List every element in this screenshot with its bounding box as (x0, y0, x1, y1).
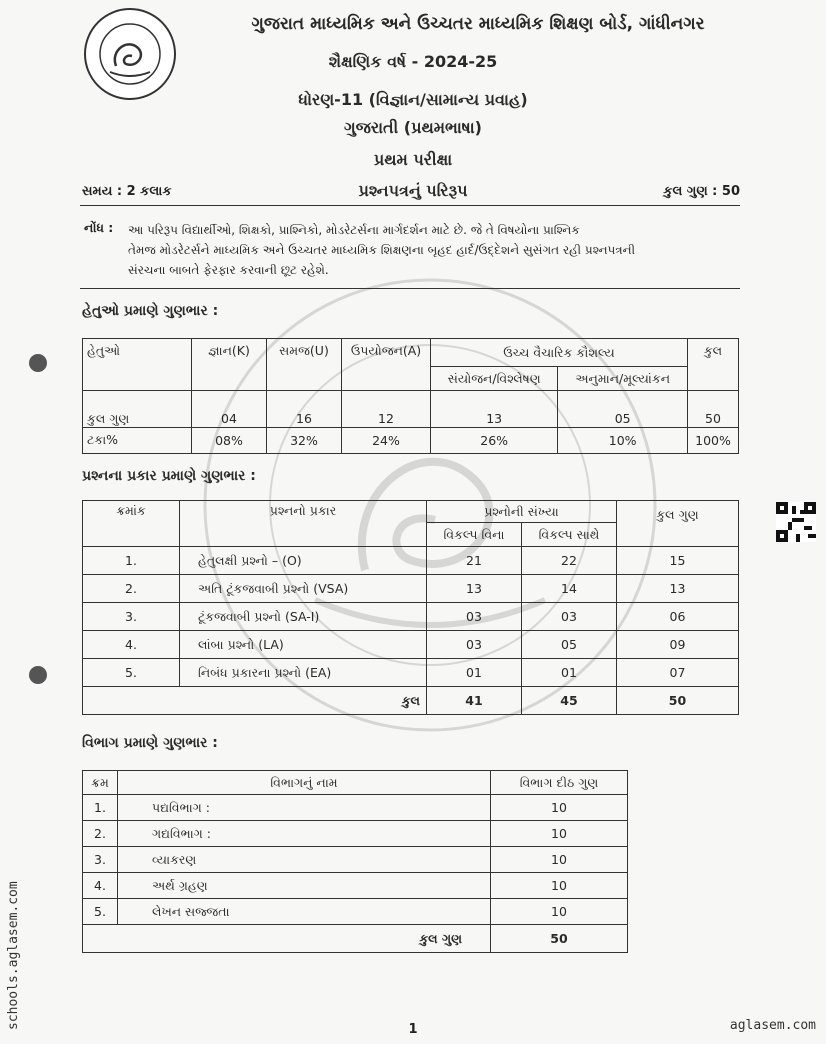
academic-year: શૈક્ષણિક વર્ષ - 2024-25 (328, 52, 498, 71)
cell: નિબંધ પ્રકારના પ્રશ્નો (EA) (180, 659, 427, 687)
qr-code (776, 502, 816, 542)
note-line-2: તેમજ મોડરેટર્સને માધ્યમિક અને ઉચ્ચતર માધ્યમિક શિક્ષણના બૃહદ હાર્દ/ઉદ્દેશને સુસંગત રહી પ્રશ્નપત્રની (128, 243, 636, 257)
cell: 26% (431, 427, 558, 453)
cell: 10 (491, 821, 628, 847)
question-types-table (82, 500, 739, 715)
cell: 04 (192, 411, 267, 428)
cell: 10 (491, 873, 628, 899)
cell: 4. (83, 873, 118, 899)
cell: 45 (522, 687, 617, 715)
col-total-marks: કુલ ગુણ (617, 501, 739, 547)
row-label-marks: કુલ ગુણ (83, 411, 192, 428)
brand-watermark: aglasem.com (729, 1018, 816, 1033)
paper-design-title: પ્રશ્નપત્રનું પરિરૂપ (358, 181, 468, 200)
cell: 24% (342, 427, 431, 453)
objectives-table (82, 338, 739, 454)
note-line-1: આ પરિરૂપ વિદ્યાર્થીઓ, શિક્ષકો, પ્રાશ્નિકો, મોડરેટર્સના માર્ગદર્શન માટે છે. જે તે વિષયોના પ્રાશ્નિક (128, 223, 580, 237)
cell: 1. (83, 795, 118, 821)
col-evaluation: અનુમાન/મૂલ્યાંકન (558, 367, 688, 391)
total-marks-header: કુલ ગુણ : 50 (663, 184, 740, 199)
cell: ટૂંકજવાબી પ્રશ્નો (SA-I) (180, 603, 427, 631)
objectives-heading: હેતુઓ પ્રમાણે ગુણભાર : (82, 303, 219, 319)
punch-hole-bottom (29, 666, 47, 684)
cell: 03 (427, 603, 522, 631)
col-with-option: વિકલ્પ સાથે (522, 523, 617, 547)
cell: અતિ ટૂંકજવાબી પ્રશ્નો (VSA) (180, 575, 427, 603)
table-row (83, 427, 739, 453)
sections-table (82, 770, 628, 953)
cell: 50 (491, 925, 628, 953)
table-row (83, 821, 628, 847)
row-label-percent: ટકા% (83, 427, 192, 453)
cell: 15 (617, 547, 739, 575)
cell: પદ્યવિભાગ : (118, 795, 491, 821)
cell: હેતુલક્ષી પ્રશ્નો – (O) (180, 547, 427, 575)
cell: 05 (522, 631, 617, 659)
sections-heading: વિભાગ પ્રમાણે ગુણભાર : (82, 735, 218, 751)
table-row (83, 659, 739, 687)
col-question-type: પ્રશ્નનો પ્રકાર (180, 501, 427, 547)
col-knowledge: જ્ઞાન(K) (192, 339, 267, 391)
cell: 21 (427, 547, 522, 575)
cell: 03 (522, 603, 617, 631)
total-label: કુલ (83, 687, 427, 715)
cell: 10% (558, 427, 688, 453)
cell: લેખન સજ્જતા (118, 899, 491, 925)
punch-hole-top (29, 354, 47, 372)
col-serial: ક્રમ (83, 771, 118, 795)
col-understanding: સમજ(U) (267, 339, 342, 391)
cell: 08% (192, 427, 267, 453)
header-divider (80, 205, 740, 206)
cell: 41 (427, 687, 522, 715)
col-section-name: વિભાગનું નામ (118, 771, 491, 795)
exam-heading: પ્રથમ પરીક્ષા (373, 150, 453, 169)
cell: 09 (617, 631, 739, 659)
total-row (83, 925, 628, 953)
col-without-option: વિકલ્પ વિના (427, 523, 522, 547)
cell: 14 (522, 575, 617, 603)
note-divider (80, 288, 740, 289)
note-text (128, 220, 740, 280)
cell: 5. (83, 899, 118, 925)
table-row (83, 795, 628, 821)
subject-heading: ગુજરાતી (પ્રથમભાષા) (344, 118, 482, 137)
table-row (83, 547, 739, 575)
side-url: schools.aglasem.com (6, 881, 21, 1030)
cell: 01 (427, 659, 522, 687)
cell: 07 (617, 659, 739, 687)
cell: 3. (83, 847, 118, 873)
cell: વ્યાકરણ (118, 847, 491, 873)
cell: 100% (688, 427, 739, 453)
note-label: નોંધ : (84, 220, 114, 235)
cell: લાંબા પ્રશ્નો (LA) (180, 631, 427, 659)
cell: 3. (83, 603, 180, 631)
col-application: ઉપયોજન(A) (342, 339, 431, 391)
cell: 5. (83, 659, 180, 687)
cell: અર્થ ગ્રહણ (118, 873, 491, 899)
total-label: કુલ ગુણ (83, 925, 491, 953)
note-line-3: સંરચના બાબતે ફેરફાર કરવાની છૂટ રહેશે. (128, 263, 329, 277)
page-number: 1 (408, 1022, 418, 1037)
cell: 03 (427, 631, 522, 659)
col-hots: ઉચ્ચ વૈચારિક કૌશલ્ય (431, 339, 688, 367)
cell: 2. (83, 575, 180, 603)
table-row (83, 873, 628, 899)
table-row (83, 631, 739, 659)
exam-time: સમય : 2 કલાક (82, 184, 172, 199)
table-row (83, 411, 739, 428)
cell: 22 (522, 547, 617, 575)
cell: 01 (522, 659, 617, 687)
cell: 10 (491, 795, 628, 821)
col-question-count: પ્રશ્નોની સંખ્યા (427, 501, 617, 523)
table-row (83, 603, 739, 631)
col-synthesis: સંયોજન/વિશ્લેષણ (431, 367, 558, 391)
total-row (83, 687, 739, 715)
cell: 13 (431, 411, 558, 428)
col-total: કુલ (688, 339, 739, 391)
cell: 2. (83, 821, 118, 847)
cell: 32% (267, 427, 342, 453)
question-types-heading: પ્રશ્નના પ્રકાર પ્રમાણે ગુણભાર : (82, 468, 256, 484)
table-row (83, 575, 739, 603)
standard-heading: ધોરણ-11 (વિજ્ઞાન/સામાન્ય પ્રવાહ) (298, 90, 528, 109)
cell: 16 (267, 411, 342, 428)
cell: 4. (83, 631, 180, 659)
cell: 10 (491, 847, 628, 873)
cell: 05 (558, 411, 688, 428)
table-row (83, 847, 628, 873)
cell: 10 (491, 899, 628, 925)
cell: ગદ્યવિભાગ : (118, 821, 491, 847)
col-section-marks: વિભાગ દીઠ ગુણ (491, 771, 628, 795)
cell: 13 (617, 575, 739, 603)
board-name: ગુજરાત માધ્યમિક અને ઉચ્ચતર માધ્યમિક શિક્ષણ બોર્ડ, ગાંધીનગર (251, 14, 705, 34)
table-row (83, 899, 628, 925)
cell: 50 (688, 411, 739, 428)
col-number: ક્રમાંક (83, 501, 180, 547)
cell: 50 (617, 687, 739, 715)
cell: 12 (342, 411, 431, 428)
cell: 06 (617, 603, 739, 631)
cell: 13 (427, 575, 522, 603)
col-objectives: હેતુઓ (83, 339, 192, 391)
cell: 1. (83, 547, 180, 575)
